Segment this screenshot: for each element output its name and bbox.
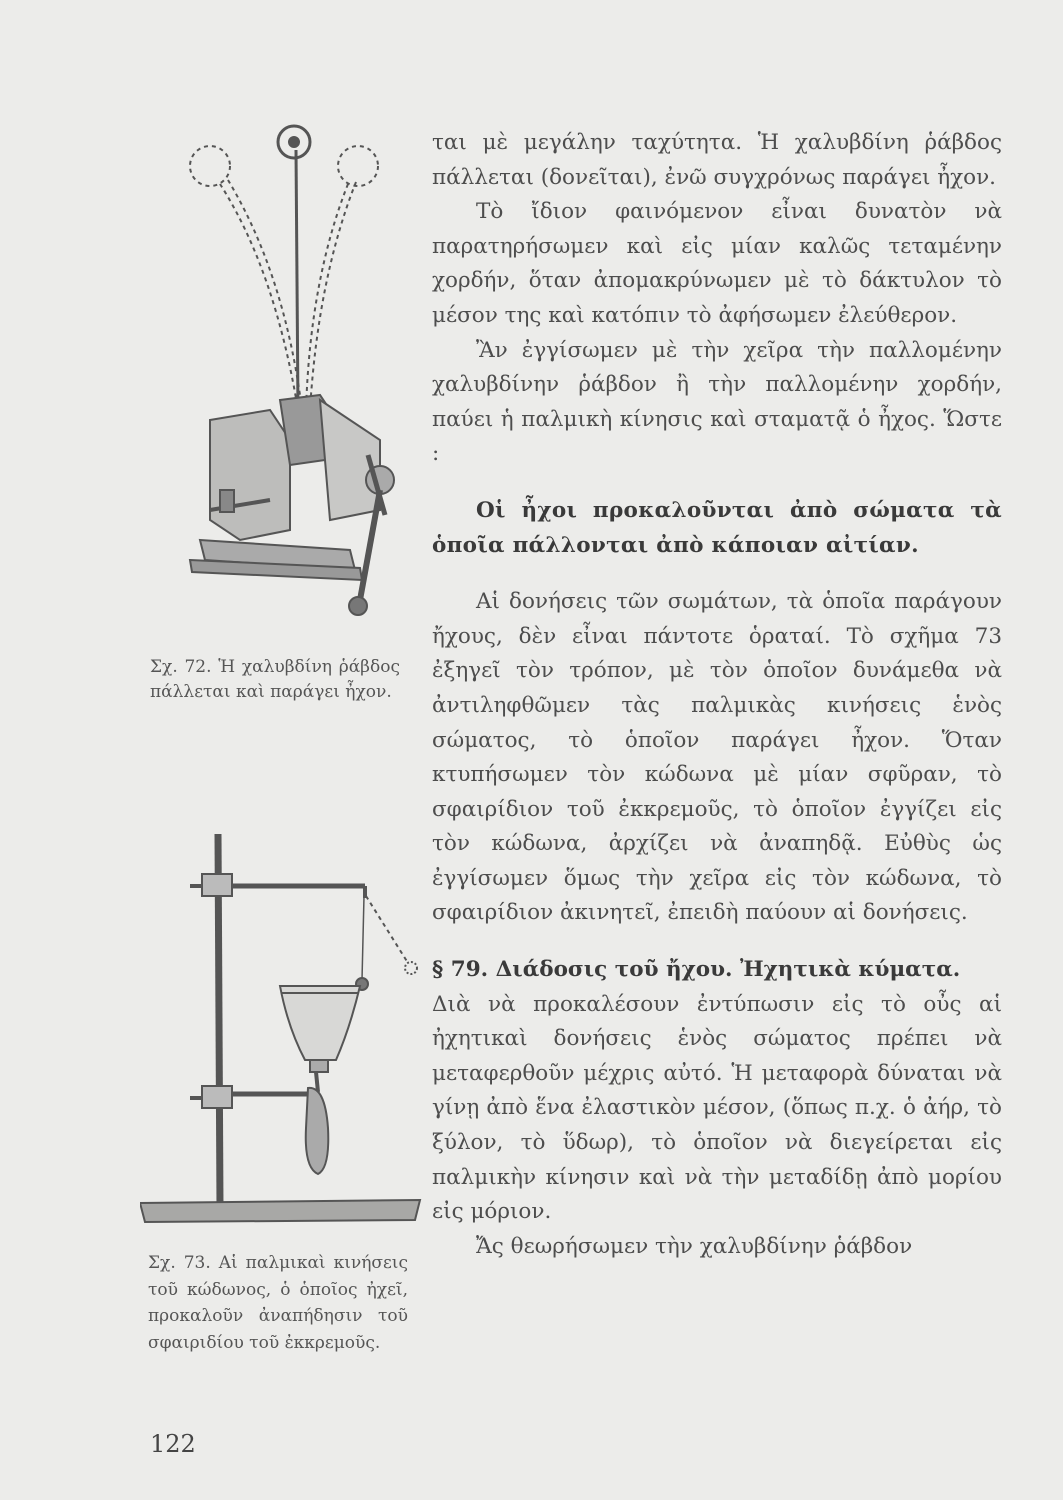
page-number: 122	[150, 1430, 196, 1458]
paragraph-1: ται μὲ μεγάλην ταχύτητα. Ἡ χαλυβδίνη ῥάβδος πάλλεται (δονεῖται), ἐνῶ συγχρόνως παράγει ἦχον.	[432, 130, 1002, 190]
figure-72-caption: Σχ. 72. Ἡ χαλυβδίνη ῥάβδος πάλλεται καὶ παράγει ἦχον.	[150, 657, 400, 702]
paragraph-5: Διὰ νὰ προκαλέσουν ἐντύπωσιν εἰς τὸ οὖς αἱ ἠχητικαὶ δονήσεις ἑνὸς σώματος πρέπει νὰ μεταφερθοῦν μέχρις αὐτό. Ἡ μεταφορὰ δύναται νὰ γίνῃ ἀπὸ ἕνα ἐλαστικὸν μέσον, (ὅπως π.χ. ὁ ἀήρ, τὸ ξύλον, τὸ ὕδωρ), τὸ ὁποῖον νὰ διεγείρεται εἰς παλμικὴν κίνησιν καὶ νὰ τὴν μεταδίδῃ ἀπὸ μορίου εἰς μόριον.	[432, 991, 1002, 1225]
section-heading: § 79. Διάδοσις τοῦ ἤχου. Ἠχητικὰ κύματα.	[432, 957, 961, 983]
figure-73-bell-pendulum	[140, 828, 430, 1228]
figure-72-vise-rod	[180, 110, 420, 630]
paragraph-4: Αἱ δονήσεις τῶν σωμάτων, τὰ ὁποῖα παράγουν ἤχους, δὲν εἶναι πάντοτε ὁραταί. Τὸ σχῆμα 73 ἐξηγεῖ τὸν τρόπον, μὲ τὸν ὁποῖον δυνάμεθα νὰ ἀντιληφθῶμεν τὰς παλμικὰς κινήσεις ἑνὸς σώματος, τὸ ὁποῖον παράγει ἦχον. Ὅταν κτυπήσωμεν τὸν κώδωνα μὲ μίαν σφῦραν, τὸ σφαιρίδιον τοῦ ἐκκρεμοῦς, τὸ ὁποῖον ἐγγίζει εἰς τὸν κώδωνα, ἀρχίζει νὰ ἀναπηδᾷ. Εὐθὺς ὡς ἐγγίσωμεν ὅμως τὴν χεῖρα εἰς τὸν κώδωνα, τὸ σφαιρίδιον ἀκινητεῖ, ἐπειδὴ παύουν αἱ δονήσεις.	[432, 589, 1002, 926]
paragraph-2: Τὸ ἴδιον φαινόμενον εἶναι δυνατὸν νὰ παρατηρήσωμεν καὶ εἰς μίαν καλῶς τεταμένην χορδήν, ὅταν ἀπομακρύνωμεν μὲ τὸ δάκτυλον τὸ μέσον της καὶ κατόπιν τὸ ἀφήσωμεν ἐλεύθερον.	[432, 199, 1002, 328]
law-statement: Οἱ ἦχοι προκαλοῦνται ἀπὸ σώματα τὰ ὁποῖα πάλλονται ἀπὸ κάποιαν αἰτίαν.	[432, 497, 1002, 558]
paragraph-3: Ἂν ἐγγίσωμεν μὲ τὴν χεῖρα τὴν παλλομένην χαλυβδίνην ῥάβδον ἢ τὴν παλλομένην χορδήν, παύει ἡ παλμικὴ κίνησις καὶ σταματᾷ ὁ ἦχος. Ὥστε :	[432, 337, 1002, 467]
figure-73-caption: Σχ. 73. Αἱ παλμικαὶ κινήσεις τοῦ κώδωνος, ὁ ὁποῖος ἠχεῖ, προκαλοῦν ἀναπήδησιν τοῦ σφαιριδίου τοῦ ἐκκρεμοῦς.	[148, 1253, 408, 1353]
text-column	[432, 126, 1002, 1264]
paragraph-6: Ἄς θεωρήσωμεν τὴν χαλυβδίνην ῥάβδον	[476, 1233, 913, 1259]
